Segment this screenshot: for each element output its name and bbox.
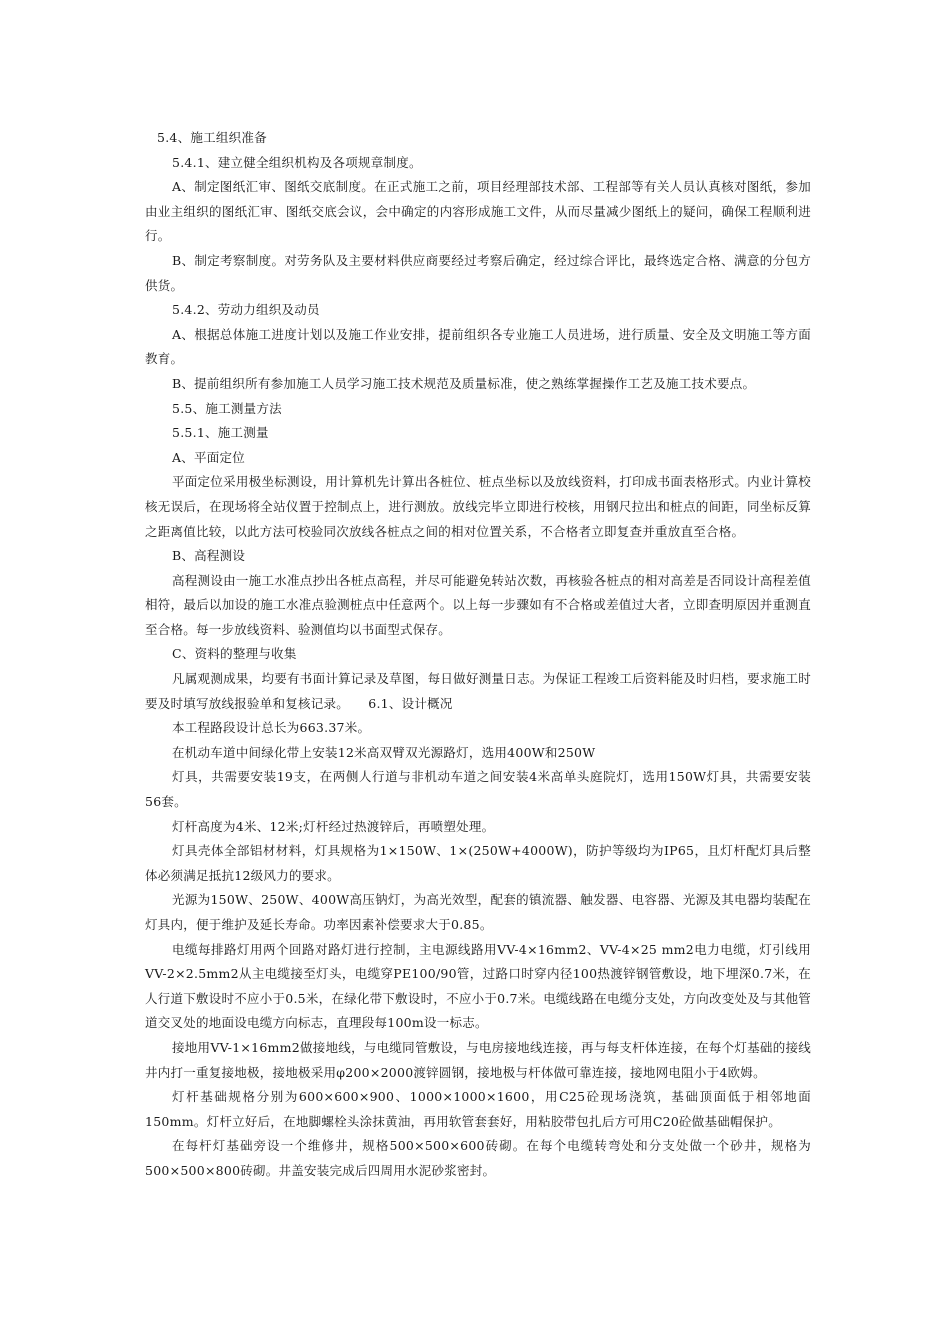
paragraph-lamps-count: 灯具，共需要安装19支，在两侧人行道与非机动车道之间安装4米高单头庭院灯，选用150W灯具，共需要安装56套。	[145, 769, 811, 810]
paragraph-labor-organization: A、根据总体施工进度计划以及施工作业安排，提前组织各专业施工人员进场，进行质量、安全及文明施工等方面教育。	[145, 326, 811, 367]
heading-elevation: B、高程测设	[172, 548, 246, 564]
paragraph-records: 凡属观测成果，均要有书面计算记录及草图，每日做好测量日志。为保证工程竣工后资料能及时归档，要求施工时要及时填写放线报验单和复核记录。 6.1、设计概况	[145, 671, 811, 711]
paragraph-lamp-shell: 灯具壳体全部铝材材料，灯具规格为1×150W、1×(250W+4000W)，防护等级均为IP65，且灯杆配灯具后整体必须满足抵抗12级风力的要求。	[145, 843, 811, 883]
heading-5-5: 5.5、施工测量方法	[172, 400, 282, 416]
paragraph-foundation: 灯杆基础规格分别为600×600×900、1000×1000×1600，用C25砼现场浇筑，基础顶面低于相邻地面150mm。灯杆立好后，在地脚螺栓头涂抹黄油，再用软管套套好，用粘胶带包扎后方可用C20砼做基础帽保护。	[145, 1089, 811, 1129]
heading-5-4-1: 5.4.1、建立健全组织机构及各项规章制度。	[172, 154, 422, 170]
paragraph-lamps-median: 在机动车道中间绿化带上安装12米高双臂双光源路灯，选用400W和250W	[172, 744, 596, 760]
paragraph-training: B、提前组织所有参加施工人员学习施工技术规范及质量标准，使之熟练掌握操作工艺及施工技术要点。	[172, 375, 756, 391]
paragraph-grounding: 接地用VV-1×16mm2做接地线，与电缆同管敷设，与电房接地线连接，再与每支杆体连接，在每个灯基础的接线井内打一重复接地极，接地极采用φ200×2000渡锌圆钢，接地极与杆体做可靠连接，接地网电阻小于4欧姆。	[145, 1039, 811, 1080]
document-body	[145, 126, 811, 1184]
paragraph-cables: 电缆每排路灯用两个回路对路灯进行控制，主电源线路用VV-4×16mm2、VV-4×25 mm2电力电缆，灯引线用VV-2×2.5mm2从主电缆接至灯头，电缆穿PE100/90管，过路口时穿内径100热渡锌钢管敷设，地下埋深0.7米，在人行道下敷设时不应小于0.5米，在绿化带下敷设时，不应小于0.7米。电缆线路在电缆分支处，方向改变处及与其他管道交叉处的地面设电缆方向标志，直理段每100m设一标志。	[145, 941, 812, 1031]
paragraph-drawing-review: A、制定图纸汇审、图纸交底制度。在正式施工之前，项目经理部技术部、工程部等有关人员认真核对图纸，参加由业主组织的图纸汇审、图纸交底会议，会中确定的内容形成施工文件，从而尽量减少图纸上的疑问，确保工程顺利进行。	[145, 179, 811, 244]
heading-5-5-1: 5.5.1、施工测量	[172, 425, 269, 441]
heading-records: C、资料的整理与收集	[172, 646, 297, 662]
paragraph-road-length: 本工程路段设计总长为663.37米。	[172, 720, 371, 736]
paragraph-elevation: 高程测设由一施工水准点抄出各桩点高程，并尽可能避免转站次数，再核验各桩点的相对高差是否同设计高程差值相符，最后以加设的施工水准点验测桩点中任意两个。以上每一步骤如有不合格或差值过大者，立即查明原因并重测直至合格。每一步放线资料、验测值均以书面型式保存。	[145, 572, 811, 637]
paragraph-pole-height: 灯杆高度为4米、12米;灯杆经过热渡锌后，再喷塑处理。	[172, 818, 495, 834]
paragraph-plane-positioning: 平面定位采用极坐标测设，用计算机先计算出各桩位、桩点坐标以及放线资料，打印成书面表格形式。内业计算校核无误后，在现场将全站仪置于控制点上，进行测放。放线完毕立即进行校核，用钢尺拉出和桩点的间距，同坐标反算之距离值比较，以此方法可校验同次放线各桩点之间的相对位置关系，不合格者立即复查并重放直至合格。	[145, 474, 811, 539]
heading-plane-positioning: A、平面定位	[172, 449, 246, 465]
heading-5-4-2: 5.4.2、劳动力组织及动员	[172, 302, 320, 318]
paragraph-light-source: 光源为150W、250W、400W高压钠灯，为高光效型，配套的镇流器、触发器、电容器、光源及其电器均装配在灯具内，便于维护及延长寿命。功率因素补偿要求大于0.85。	[145, 892, 811, 932]
heading-5-4: 5.4、施工组织准备	[157, 130, 267, 145]
paragraph-inspection-system: B、制定考察制度。对劳务队及主要材料供应商要经过考察后确定，经过综合评比，最终选定合格、满意的分包方供货。	[145, 252, 811, 293]
paragraph-maintenance-well: 在每杆灯基础旁设一个维修井，规格500×500×600砖砌。在每个电缆转弯处和分支处做一个砂井，规格为500×500×800砖砌。井盖安装完成后四周用水泥砂浆密封。	[145, 1138, 811, 1178]
